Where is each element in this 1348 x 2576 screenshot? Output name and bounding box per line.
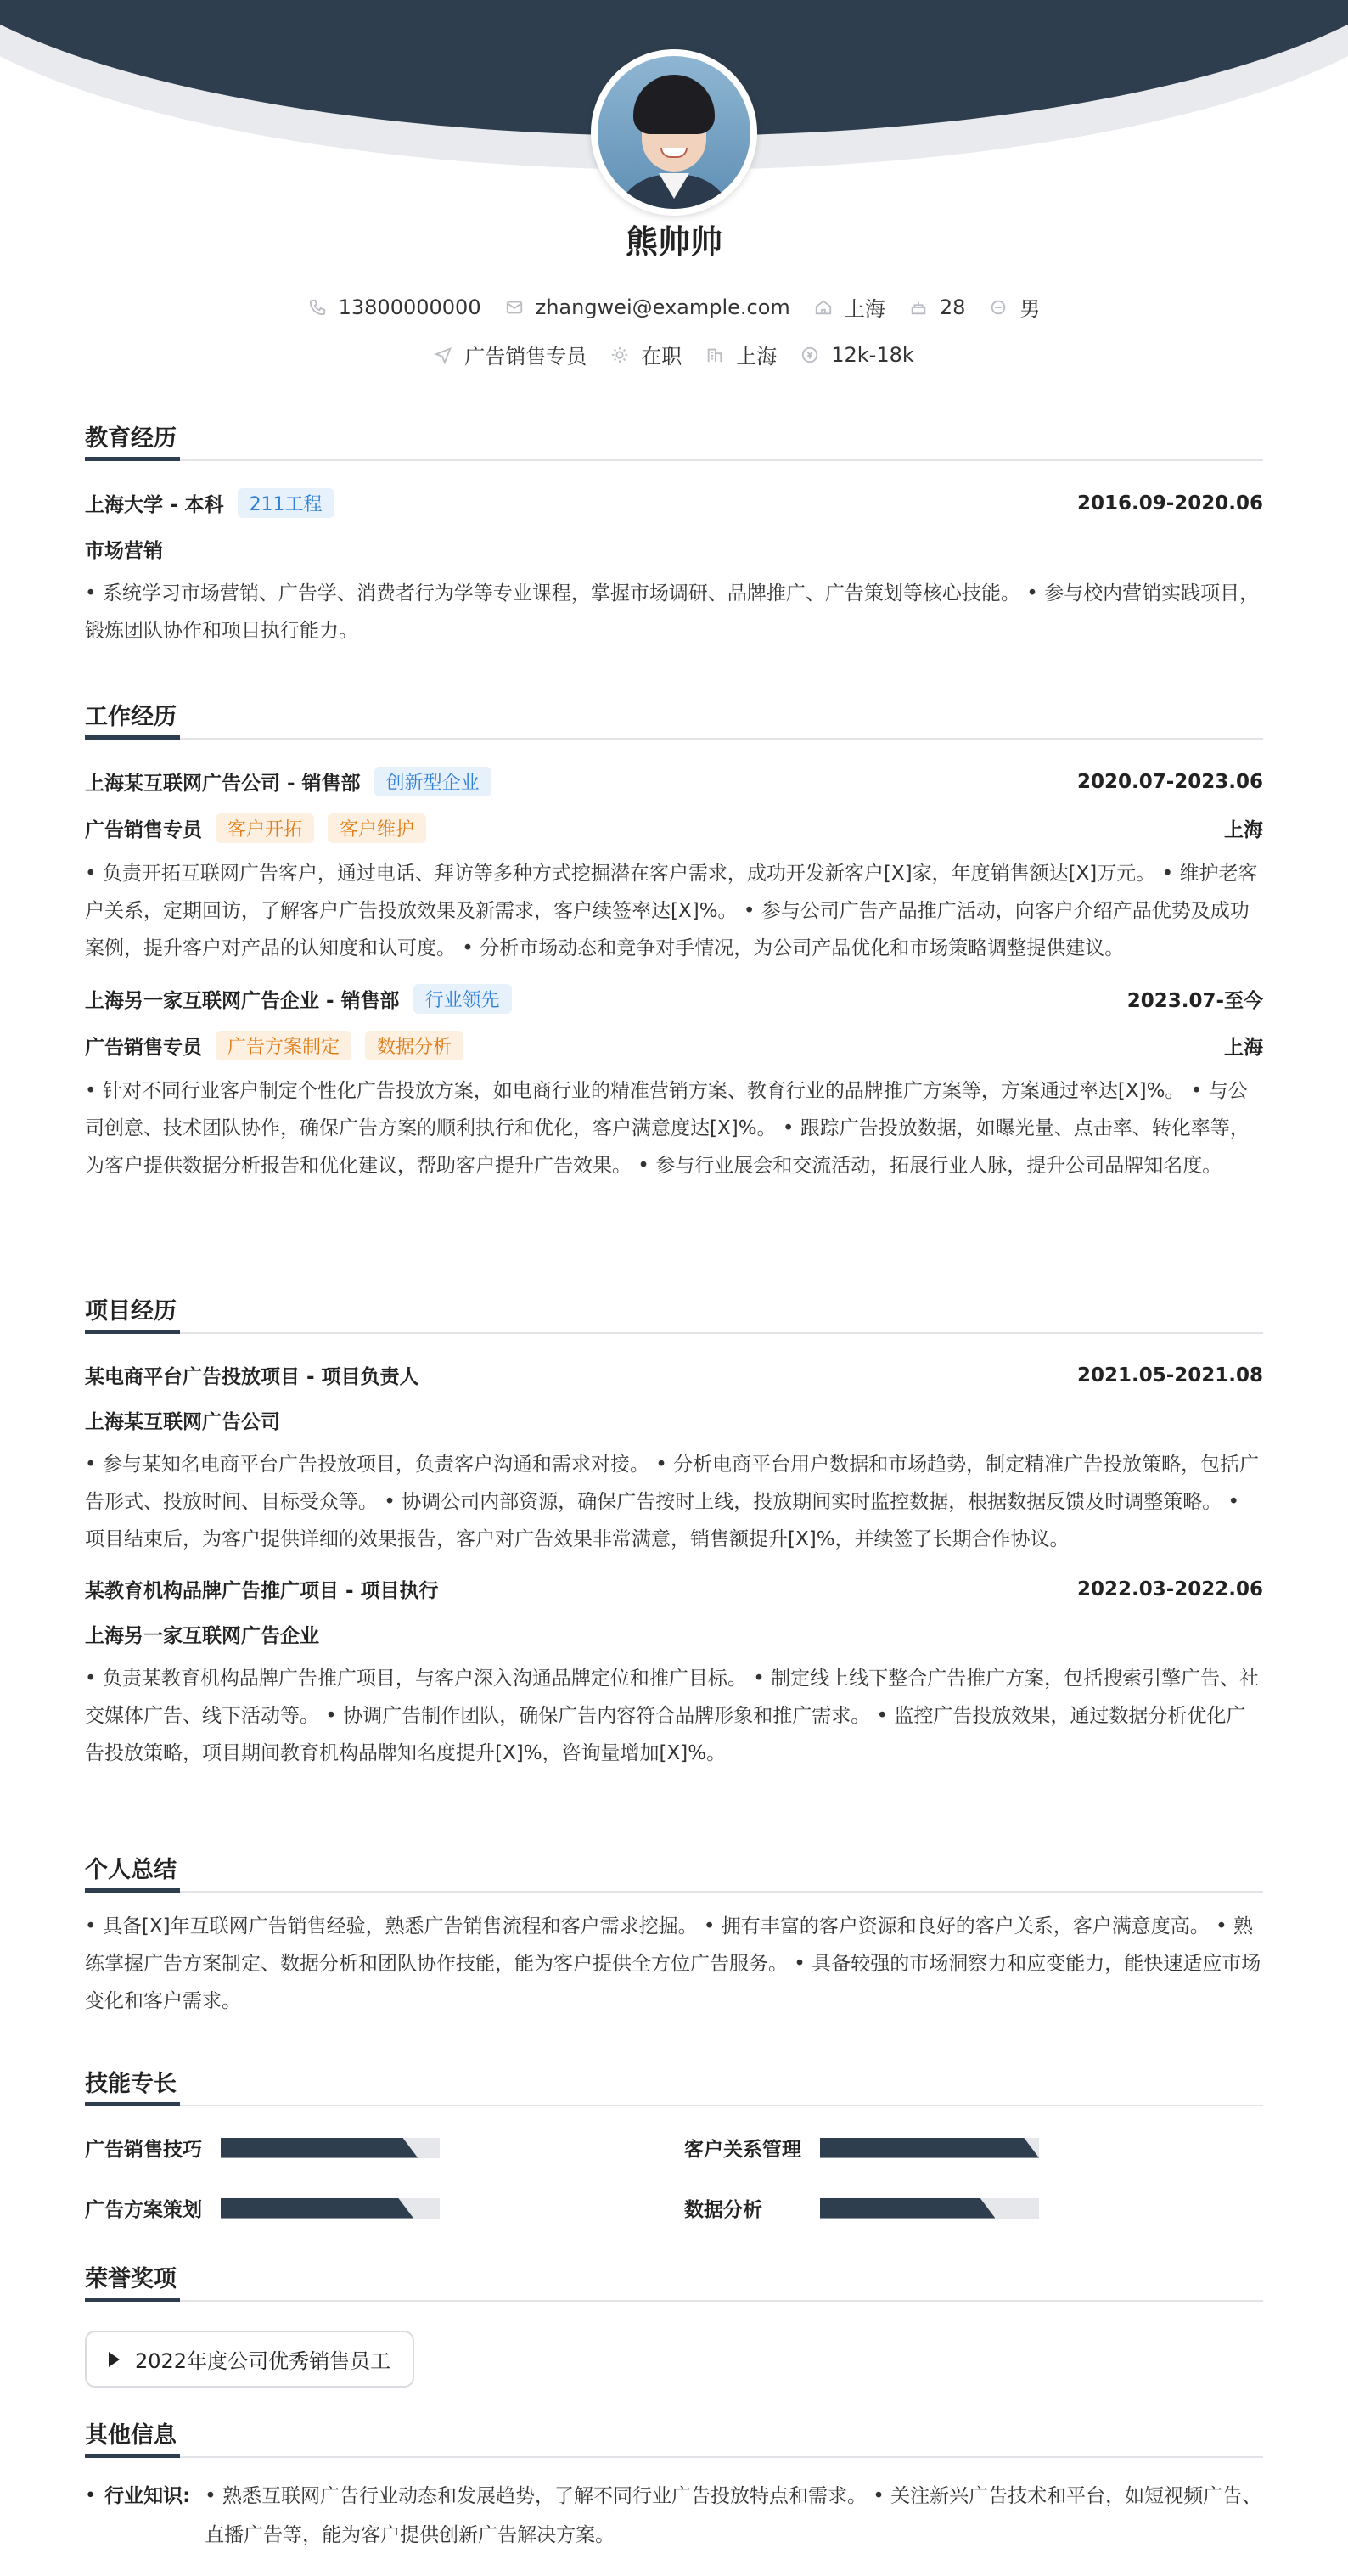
skill-bar-fill xyxy=(221,2198,413,2219)
salary-info xyxy=(800,343,914,367)
target-city-text: 上海 xyxy=(736,345,778,368)
phone-text: 13800000000 xyxy=(338,295,481,319)
status-icon xyxy=(610,346,629,364)
work-city: 上海 xyxy=(1224,819,1263,841)
other-section xyxy=(85,2416,1263,2555)
company-name: 上海另一家互联网广告企业 - 销售部 xyxy=(85,990,400,1012)
work-header xyxy=(85,984,1263,1014)
other-label: 行业知识: xyxy=(104,2485,191,2507)
section-title: 其他信息 xyxy=(85,2416,1263,2458)
project-title: 某电商平台广告投放项目 - 项目负责人 xyxy=(85,1366,419,1388)
skill-item xyxy=(85,2194,684,2222)
skill-tag: 数据分析 xyxy=(365,1031,463,1060)
school-line xyxy=(85,488,334,518)
target-city-info xyxy=(705,340,777,369)
skill-item xyxy=(684,2134,1263,2162)
skills-section xyxy=(85,2065,1263,2222)
job-target-text: 广告销售专员 xyxy=(464,345,587,368)
contact-info-row xyxy=(0,292,1348,322)
skill-tag: 客户维护 xyxy=(328,813,426,843)
city-icon xyxy=(705,346,724,364)
project-org: 上海某互联网广告公司 xyxy=(85,1411,280,1433)
skill-name: 广告方案策划 xyxy=(85,2199,202,2221)
role-line xyxy=(85,1031,1263,1060)
major: 市场营销 xyxy=(85,540,163,562)
project-desc: • 负责某教育机构品牌广告推广项目，与客户深入沟通品牌定位和推广目标。 • 制定线上线下整合广告推广方案，包括搜索引擎广告、社交媒体广告、线下活动等。 • 协调广告制作团队，确保广告内容符合品牌形象和推广需求。 • 监控广告投放效果，通过数据分析优化广告投放策略，项目期间教育机构品牌知名度提升[X]%，咨询量增加[X]%。 xyxy=(85,1668,1260,1764)
age-info xyxy=(909,295,966,319)
work-date: 2020.07-2023.06 xyxy=(1076,770,1263,793)
job-icon xyxy=(434,346,452,364)
location-info xyxy=(814,292,885,322)
skill-bar-fill xyxy=(820,2198,995,2219)
other-text: • 熟悉互联网广告行业动态和发展趋势，了解不同行业广告投放特点和需求。 • 关注新兴广告技术和平台，如短视频广告、直播广告等，能为客户提供创新广告解决方案。 xyxy=(205,2485,1262,2546)
project-entry xyxy=(85,1575,1263,1772)
avatar-photo xyxy=(598,56,750,209)
section-title: 荣誉奖项 xyxy=(85,2260,1263,2302)
work-entry xyxy=(85,984,1263,1184)
play-icon xyxy=(109,2352,120,2367)
gender-info xyxy=(989,292,1040,322)
education-header xyxy=(85,488,1263,518)
summary-section xyxy=(85,1851,1263,2020)
salary-icon xyxy=(800,346,819,364)
email-text: zhangwei@example.com xyxy=(535,295,790,319)
education-desc: • 系统学习市场营销、广告学、消费者行为学等专业课程，掌握市场调研、品牌推广、广告策划等核心技能。 • 参与校内营销实践项目，锻炼团队协作和项目执行能力。 xyxy=(85,582,1260,642)
company-name: 上海某互联网广告公司 - 销售部 xyxy=(85,773,361,795)
work-desc: • 负责开拓互联网广告客户，通过电话、拜访等多种方式挖掘潜在客户需求，成功开发新客户[X]家，年度销售额达[X]万元。 • 维护老客户关系，定期回访，了解客户广告投放效果及新需求，客户续签率达[X]%。 • 参与公司广告产品推广活动，向客户介绍产品优势及成功案例，提升客户对产品的认知度和认可度。 • 分析市场动态和竞争对手情况，为公司产品优化和市场策略调整提供建议。 xyxy=(85,863,1258,959)
work-section xyxy=(85,698,1263,1184)
location-text: 上海 xyxy=(844,297,885,321)
school-name: 上海大学 - 本科 xyxy=(85,494,224,516)
phone-info xyxy=(308,295,481,319)
avatar xyxy=(591,49,757,216)
role-title: 广告销售专员 xyxy=(85,1037,202,1059)
project-date: 2021.05-2021.08 xyxy=(1076,1364,1263,1386)
job-info-row xyxy=(0,340,1348,369)
skill-bar-fill xyxy=(820,2138,1039,2158)
status-info xyxy=(610,340,682,369)
school-tag: 211工程 xyxy=(238,488,334,518)
company-tag: 创新型企业 xyxy=(374,767,491,796)
skill-name: 客户关系管理 xyxy=(684,2139,801,2161)
skill-tag: 客户开拓 xyxy=(216,813,314,843)
other-item xyxy=(85,2477,1263,2555)
work-entry xyxy=(85,767,1263,967)
age-text: 28 xyxy=(939,295,966,319)
section-title: 工作经历 xyxy=(85,698,1263,740)
status-text: 在职 xyxy=(641,345,682,368)
candidate-name: 熊帅帅 xyxy=(625,223,722,261)
home-icon xyxy=(814,298,833,317)
section-title: 项目经历 xyxy=(85,1292,1263,1334)
role-title: 广告销售专员 xyxy=(85,819,202,841)
skill-bar xyxy=(820,2198,1039,2219)
work-header xyxy=(85,767,1263,796)
skill-item xyxy=(85,2134,684,2162)
age-icon xyxy=(909,298,928,317)
award-text: 2022年度公司优秀销售员工 xyxy=(135,2349,391,2373)
project-desc: • 参与某知名电商平台广告投放项目，负责客户沟通和需求对接。 • 分析电商平台用户数据和市场趋势，制定精准广告投放策略，包括广告形式、投放时间、目标受众等。 • 协调公司内部资源，确保广告按时上线，投放期间实时监控数据，根据数据反馈及时调整策略。 • 项目结束后，为客户提供详细的效果报告，客户对广告效果非常满意，销售额提升[X]%，并续签了长期合作协议。 xyxy=(85,1454,1260,1550)
project-header xyxy=(85,1575,1263,1603)
gender-icon xyxy=(989,298,1008,317)
gender-text: 男 xyxy=(1019,297,1041,321)
phone-icon xyxy=(308,298,327,317)
awards-section xyxy=(85,2260,1263,2388)
skill-tag: 广告方案制定 xyxy=(216,1031,351,1060)
email-icon xyxy=(505,298,524,317)
skill-item xyxy=(684,2194,1263,2222)
work-desc: • 针对不同行业客户制定个性化广告投放方案，如电商行业的精准营销方案、教育行业的品牌推广方案等，方案通过率达[X]%。 • 与公司创意、技术团队协作，确保广告方案的顺利执行和优化，客户满意度达[X]%。 • 跟踪广告投放数据，如曝光量、点击率、转化率等，为客户提供数据分析报告和优化建议，帮助客户提升广告效果。 • 参与行业展会和交流活动，拓展行业人脉，提升公司品牌知名度。 xyxy=(85,1080,1250,1177)
section-title: 教育经历 xyxy=(85,419,1263,461)
section-title: 个人总结 xyxy=(85,1851,1263,1893)
project-date: 2022.03-2022.06 xyxy=(1076,1578,1263,1600)
role-line xyxy=(85,813,1263,843)
work-city: 上海 xyxy=(1224,1037,1263,1059)
skill-bar xyxy=(820,2138,1039,2158)
salary-text: 12k-18k xyxy=(831,342,914,367)
skill-name: 广告销售技巧 xyxy=(85,2139,202,2161)
skill-bar xyxy=(221,2138,440,2158)
email-info xyxy=(505,295,790,319)
award-toggle-button[interactable] xyxy=(85,2331,414,2388)
project-title: 某教育机构品牌广告推广项目 - 项目执行 xyxy=(85,1580,439,1602)
section-title: 技能专长 xyxy=(85,2065,1263,2106)
job-target-info xyxy=(434,340,587,369)
education-section xyxy=(85,419,1263,650)
skill-bar-fill xyxy=(221,2138,418,2158)
skill-grid xyxy=(85,2134,1263,2222)
skill-name: 数据分析 xyxy=(684,2199,762,2221)
summary-text: • 具备[X]年互联网广告销售经验，熟悉广告销售流程和客户需求挖掘。 • 拥有丰富的客户资源和良好的客户关系，客户满意度高。 • 熟练掌握广告方案制定、数据分析和团队协作技能，能为客户提供全方位广告服务。 • 具备较强的市场洞察力和应变能力，能快速适应市场变化和客户需求。 xyxy=(85,1915,1261,2012)
education-date: 2016.09-2020.06 xyxy=(1076,492,1263,515)
project-entry xyxy=(85,1361,1263,1558)
project-org: 上海另一家互联网广告企业 xyxy=(85,1625,319,1647)
work-date: 2023.07-至今 xyxy=(1126,990,1263,1012)
projects-section xyxy=(85,1292,1263,1772)
bullet-icon: • xyxy=(85,2485,96,2506)
project-header xyxy=(85,1361,1263,1389)
company-tag: 行业领先 xyxy=(413,984,512,1014)
skill-bar xyxy=(221,2198,440,2219)
